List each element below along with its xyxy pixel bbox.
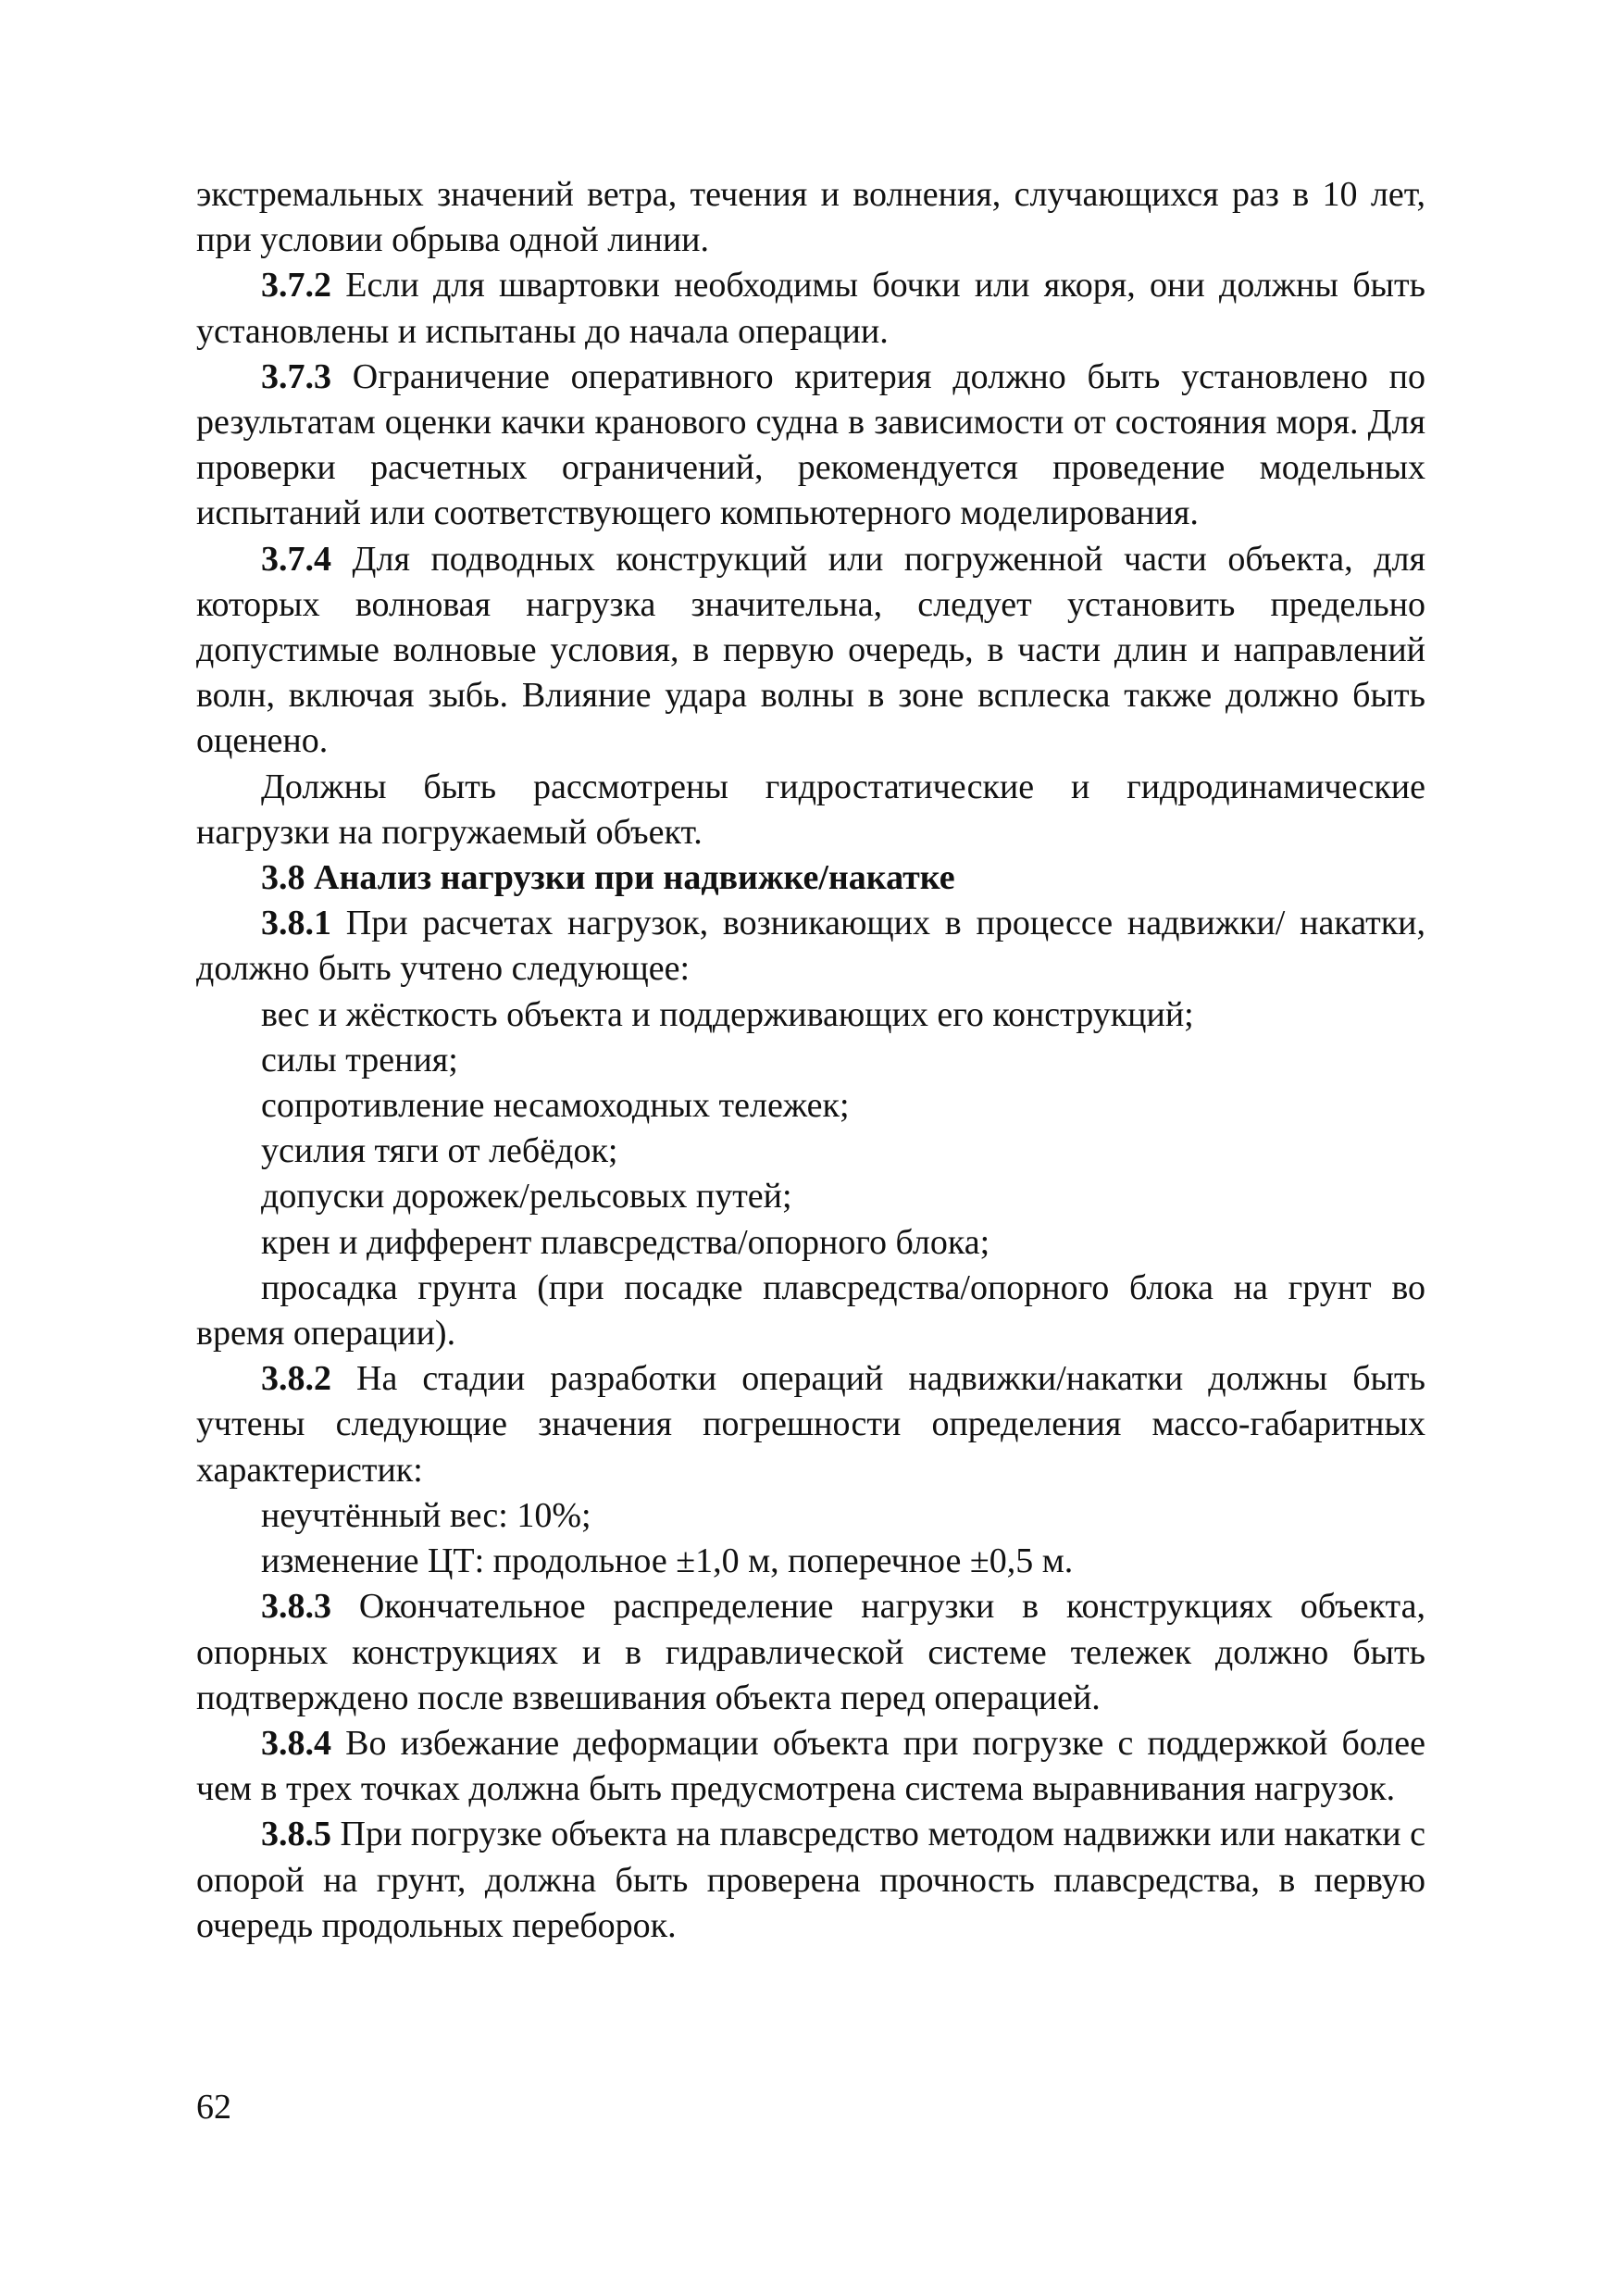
clause-number: 3.8.4 — [261, 1723, 331, 1763]
clause-3-8-1 — [196, 901, 1425, 992]
list-item-text: вес и жёсткость объекта и поддерживающих его конструкций; — [261, 994, 1194, 1034]
list-item-text: просадка грунта (при посадке плавсредства/опорного блока на грунт во время операции). — [196, 1267, 1425, 1354]
list-item-text: усилия тяги от лебёдок; — [261, 1131, 618, 1171]
clause-text: Ограничение оперативного критерия должно быть установлено по результатам оценки качки кранового судна в зависимости от состояния моря. Для проверки расчетных ограничений, рекомендуется проведение модельных испытаний или соответствующего компьютерного моделирования. — [196, 356, 1425, 533]
clause-text: Окончательное распределение нагрузки в конструкциях объекта, опорных конструкциях и в гидравлической системе тележек должно быть подтверждено после взвешивания объекта перед операцией. — [196, 1587, 1425, 1717]
list-item-text: изменение ЦТ: продольное ±1,0 м, поперечное ±0,5 м. — [261, 1541, 1074, 1581]
paragraph-text: экстремальных значений ветра, течения и волнения, случающихся раз в 10 лет, при условии обрыва одной линии. — [196, 175, 1425, 260]
section-heading-text: 3.8 Анализ нагрузки при надвижке/накатке — [261, 858, 955, 898]
clause-text: Во избежание деформации объекта при погрузке с поддержкой более чем в трех точках должна быть предусмотрена система выравнивания нагрузок. — [196, 1723, 1425, 1809]
paragraph-text: Должны быть рассмотрены гидростатические и гидродинамические нагрузки на погружаемый объект. — [196, 767, 1425, 852]
list-item — [196, 1129, 1425, 1174]
list-item — [196, 1038, 1425, 1083]
list-item — [196, 1220, 1425, 1266]
page-number: 62 — [196, 2088, 231, 2127]
list-item-text: силы трения; — [261, 1040, 458, 1079]
clause-text: На стадии разработки операций надвижки/накатки должны быть учтены следующие значения погрешности определения массо-габаритных характеристик: — [196, 1359, 1425, 1490]
paragraph-loads — [196, 765, 1425, 855]
clause-number: 3.8.3 — [261, 1587, 331, 1627]
paragraph-continuation — [196, 172, 1425, 263]
list-item-text: крен и дифферент плавсредства/опорного блока; — [261, 1222, 990, 1262]
clause-number: 3.7.4 — [261, 539, 331, 579]
list-item — [196, 1174, 1425, 1219]
clause-text: Если для швартовки необходимы бочки или якоря, они должны быть установлены и испытаны до начала операции. — [196, 266, 1425, 351]
clause-number: 3.8.2 — [261, 1359, 331, 1399]
list-item — [196, 992, 1425, 1038]
clause-3-8-5 — [196, 1812, 1425, 1949]
clause-3-7-3 — [196, 355, 1425, 537]
clause-text: При расчетах нагрузок, возникающих в процессе надвижки/ накатки, должно быть учтено следующее: — [196, 904, 1425, 989]
clause-text: При погрузке объекта на плавсредство методом надвижки или накатки с опорой на грунт, должна быть проверена прочность плавсредства, в первую очередь продольных переборок. — [196, 1815, 1425, 1945]
clause-3-8-4 — [196, 1721, 1425, 1812]
clause-3-8-3 — [196, 1584, 1425, 1721]
section-heading-3-8 — [196, 855, 1425, 901]
list-item — [196, 1539, 1425, 1584]
list-item-text: допуски дорожек/рельсовых путей; — [261, 1177, 792, 1217]
list-item-text: сопротивление несамоходных тележек; — [261, 1086, 850, 1126]
clause-3-8-2 — [196, 1356, 1425, 1493]
list-item-text: неучтённый вес: 10%; — [261, 1495, 591, 1535]
clause-number: 3.7.3 — [261, 356, 331, 396]
clause-3-7-2 — [196, 263, 1425, 354]
list-item — [196, 1493, 1425, 1539]
clause-text: Для подводных конструкций или погруженной части объекта, для которых волновая нагрузка значительна, следует установить предельно допустимые волновые условия, в первую очередь, в части длин и направлений волн, включая зыбь. Влияние удара волны в зоне всплеска также должно быть оценено. — [196, 539, 1425, 761]
list-item — [196, 1266, 1425, 1356]
body-text — [196, 172, 1425, 1949]
clause-number: 3.8.1 — [261, 904, 331, 943]
clause-number: 3.8.5 — [261, 1815, 331, 1854]
list-item — [196, 1083, 1425, 1129]
clause-3-7-4 — [196, 537, 1425, 765]
clause-number: 3.7.2 — [261, 266, 331, 306]
